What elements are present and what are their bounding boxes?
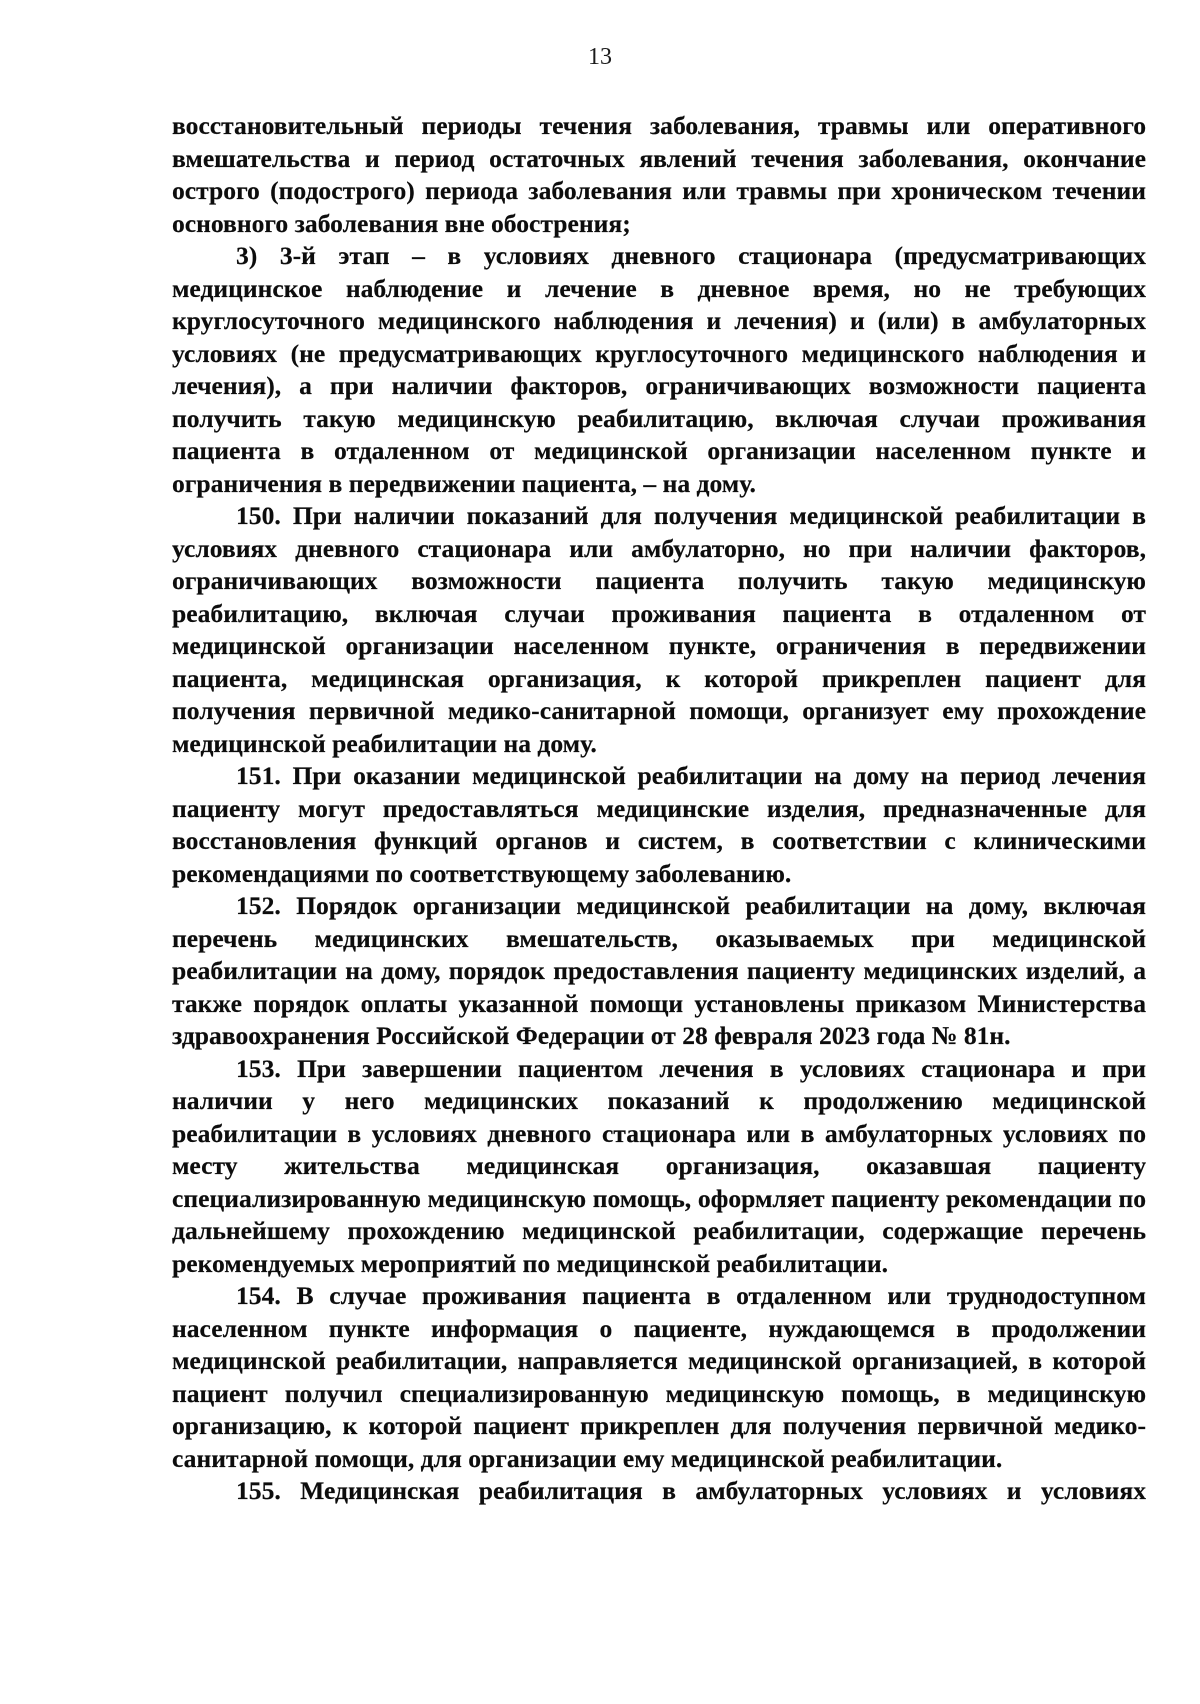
- body-text: [172, 110, 1146, 1508]
- paragraph-continuation: восстановительный периоды течения заболевания, травмы или оперативного вмешательства и период остаточных явлений течения заболевания, окончание острого (подострого) периода заболевания или травмы при хроническом течении основного заболевания вне обострения;: [172, 111, 1146, 238]
- paragraph-155: 155. Медицинская реабилитация в амбулаторных условиях и условиях: [236, 1476, 1146, 1505]
- paragraph-150: 150. При наличии показаний для получения медицинской реабилитации в условиях дневного стационара или амбулаторно, но при наличии факторов, ограничивающих возможности пациента получить такую медицинскую реабилитацию, включая случаи проживания пациента в отдаленном от медицинской организации населенном пункте, ограничения в передвижении пациента, медицинская организация, к которой прикреплен пациент для получения первичной медико-санитарной помощи, организует ему прохождение медицинской реабилитации на дому.: [172, 501, 1146, 758]
- paragraph-153: 153. При завершении пациентом лечения в условиях стационара и при наличии у него медицинских показаний к продолжению медицинской реабилитации в условиях дневного стационара или в амбулаторных условиях по месту жительства медицинская организация, оказавшая пациенту специализированную медицинскую помощь, оформляет пациенту рекомендации по дальнейшему прохождению медицинской реабилитации, содержащие перечень рекомендуемых мероприятий по медицинской реабилитации.: [172, 1053, 1146, 1278]
- page-number: 13: [588, 44, 612, 70]
- paragraph-item-3: 3) 3-й этап – в условиях дневного стационара (предусматривающих медицинское наблюдение и лечение в дневное время, но не требующих круглосуточного медицинского наблюдения и лечения) и (или) в амбулаторных условиях (не предусматривающих круглосуточного медицинского наблюдения и лечения), а при наличии факторов, ограничивающих возможности пациента получить такую медицинскую реабилитацию, включая случаи проживания пациента в отдаленном от медицинской организации населенном пункте и ограничения в передвижении пациента, – на дому.: [172, 241, 1146, 498]
- paragraph-152: 152. Порядок организации медицинской реабилитации на дому, включая перечень медицинских вмешательств, оказываемых при медицинской реабилитации на дому, порядок предоставления пациенту медицинских изделий, а также порядок оплаты указанной помощи установлены приказом Министерства здравоохранения Российской Федерации от 28 февраля 2023 года № 81н.: [172, 891, 1146, 1050]
- paragraph-154: 154. В случае проживания пациента в отдаленном или труднодоступном населенном пункте информация о пациенте, нуждающемся в продолжении медицинской реабилитации, направляется медицинской организацией, в которой пациент получил специализированную медицинскую помощь, в медицинскую организацию, к которой пациент прикреплен для получения первичной медико-санитарной помощи, для организации ему медицинской реабилитации.: [172, 1281, 1146, 1473]
- paragraph-151: 151. При оказании медицинской реабилитации на дому на период лечения пациенту могут предоставляться медицинские изделия, предназначенные для восстановления функций органов и систем, в соответствии с клиническими рекомендациями по соответствующему заболеванию.: [172, 761, 1146, 888]
